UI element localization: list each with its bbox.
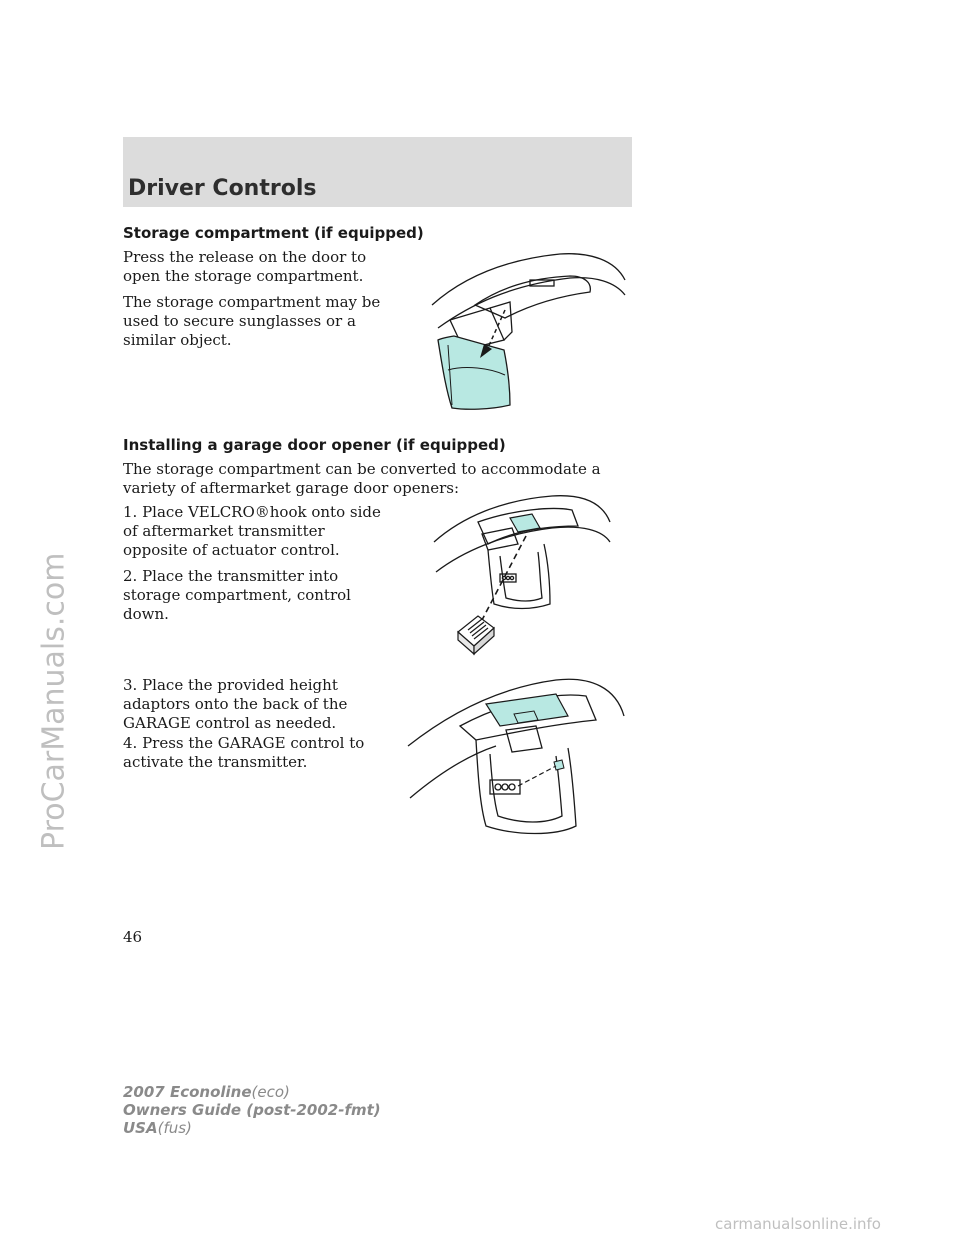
storage-paragraph-2: The storage compartment may be used to secure sunglasses or a similar object. <box>123 293 381 349</box>
garage-step-1: 1. Place VELCRO®hook onto side of aftermarket transmitter opposite of actuator control. <box>123 503 381 559</box>
garage-step-4: 4. Press the GARAGE control to activate the transmitter. <box>123 734 365 771</box>
garage-control-adaptor-illustration <box>406 676 630 844</box>
footer-market: USA <box>123 1119 158 1137</box>
garage-intro: The storage compartment can be converted to accommodate a variety of aftermarket garage door openers: <box>123 460 601 497</box>
footer-guide: Owners Guide (post-2002-fmt) <box>123 1101 381 1119</box>
side-watermark: ProCarManuals.com <box>36 552 72 850</box>
storage-paragraph-1: Press the release on the door to open the storage compartment. <box>123 248 367 285</box>
footer-market-code: (fus) <box>157 1119 192 1137</box>
document-footer <box>123 1083 381 1137</box>
garage-step-3: 3. Place the provided height adaptors onto the back of the GARAGE control as needed. <box>123 676 348 732</box>
garage-step-2: 2. Place the transmitter into storage compartment, control down. <box>123 567 351 623</box>
bottom-watermark: carmanualsonline.info <box>715 1215 881 1233</box>
page-number: 46 <box>123 928 143 946</box>
garage-heading: Installing a garage door opener (if equipped) <box>123 436 506 454</box>
storage-heading: Storage compartment (if equipped) <box>123 224 424 242</box>
section-title: Driver Controls <box>128 176 317 201</box>
storage-compartment-illustration <box>420 250 630 420</box>
transmitter-install-illustration <box>432 492 622 662</box>
footer-model-code: (eco) <box>251 1083 290 1101</box>
footer-model: 2007 Econoline <box>123 1083 252 1101</box>
